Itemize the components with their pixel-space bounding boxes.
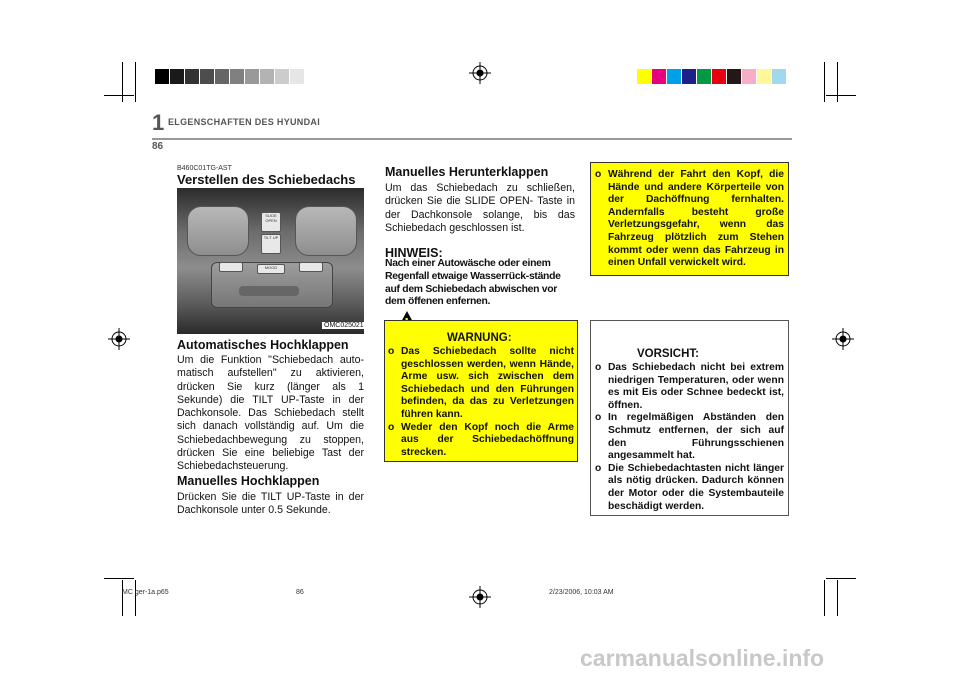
- footer-file: MC ger-1a.p65: [122, 589, 169, 596]
- registration-mark-icon: [469, 62, 491, 84]
- crop-mark: [824, 62, 825, 102]
- color-swatch: [682, 69, 696, 84]
- section-title: Verstellen des Schiebedachs: [177, 172, 356, 187]
- crop-mark: [135, 580, 136, 616]
- color-swatch: [757, 69, 771, 84]
- caution-item: o In regelmäßigen Abständen den Schmutz entfernen, der sich auf den Führungsschienen angesammelt hat.: [595, 412, 784, 462]
- registration-mark-icon: [832, 328, 854, 350]
- gray-swatch: [290, 69, 304, 84]
- warning-box: [384, 320, 578, 462]
- color-swatch: [637, 69, 651, 84]
- crop-mark: [135, 62, 136, 102]
- section-code: B460C01TG-AST: [177, 165, 232, 172]
- caution-item: o Die Schiebedachtasten nicht länger als nötig drücken. Dadurch können der Motor oder die Systembauteile beschädigt werden.: [595, 463, 784, 513]
- crop-mark: [837, 580, 838, 616]
- footer-date: 2/23/2006, 10:03 AM: [549, 589, 614, 596]
- manual-up-heading: Manuelles Hochklappen: [177, 474, 320, 488]
- hint-text: Nach einer Autowäsche oder einem Regenfall etwaige Wasserrück-stände auf dem Schiebedach abwischen vor dem öffenen enfernen.: [385, 258, 561, 308]
- tilt-up-button: TILT UP: [261, 234, 281, 254]
- registration-mark-icon: [469, 586, 491, 608]
- driving-warning-item: o Während der Fahrt den Kopf, die Hände und andere Körperteile von der Dachöffnung fernhalten. Andernfalls besteht große Verletzungsgefahr, wenn das Fahrzeug plötzlich zum Stehen kommt oder wenn das Fahrzeug in einen Unfall verwickelt wird.: [595, 169, 784, 270]
- sunroof-console-photo: [177, 188, 364, 334]
- chapter-number: 1: [152, 110, 165, 135]
- center-button: MOOD: [257, 264, 285, 274]
- crop-mark: [826, 95, 856, 96]
- gray-swatch: [275, 69, 289, 84]
- manual-down-text: Um das Schiebedach zu schließen, drücken Sie die SLIDE OPEN- Taste in der Dachkonsole solange, bis das Schiebedach geschlossen ist.: [385, 182, 575, 234]
- gray-swatch: [245, 69, 259, 84]
- color-swatch: [697, 69, 711, 84]
- gray-swatch: [200, 69, 214, 84]
- warning-title: WARNUNG:: [447, 332, 512, 344]
- caution-item: o Das Schiebedach nicht bei extrem niedrigen Temperaturen, oder wenn es mit Eis oder Schnee bedeckt ist, öffnen.: [595, 362, 784, 412]
- color-swatch: [712, 69, 726, 84]
- gray-swatch: [170, 69, 184, 84]
- color-swatch: [667, 69, 681, 84]
- crop-mark: [104, 578, 134, 579]
- auto-tilt-heading: Automatisches Hochklappen: [177, 338, 349, 352]
- gray-swatch: [260, 69, 274, 84]
- manual-down-heading: Manuelles Herunterklappen: [385, 165, 549, 179]
- driving-warning-list: [595, 169, 784, 270]
- footer-page: 86: [296, 589, 304, 596]
- registration-mark-icon: [108, 328, 130, 350]
- gray-swatch: [230, 69, 244, 84]
- crop-mark: [122, 62, 123, 102]
- hint-heading: HINWEIS:: [385, 246, 443, 260]
- caution-title: VORSICHT:: [637, 348, 699, 360]
- gray-swatch: [155, 69, 169, 84]
- crop-mark: [122, 580, 123, 616]
- warning-item: o Das Schiebedach sollte nicht geschlossen werden, wenn Hände, Arme usw. sich zwischen dem Schiebedach und den Führungen befinden, da das zu Verletzungen führen kann.: [388, 346, 574, 422]
- page-number: 86: [152, 141, 164, 152]
- color-swatch: [727, 69, 741, 84]
- chapter-title: ELGENSCHAFTEN DES HYUNDAI: [168, 117, 321, 127]
- photo-code: OMC025021: [324, 322, 364, 329]
- crop-mark: [837, 62, 838, 102]
- caution-box: [590, 320, 789, 516]
- auto-tilt-text: Um die Funktion "Schiebedach auto-matisch aufstellen" zu aktivieren, drücken Sie kurz (länger als 1 Sekunde) die TILT UP-Taste in der Dachkonsole. Das Schiebedach stellt sich danach vollständig auf. Um die Schiebedachbewegung zu stoppen, drücken Sie eine beliebige Tast der Schiebedachsteuerung.: [177, 354, 364, 473]
- gray-swatch: [185, 69, 199, 84]
- color-swatch: [772, 69, 786, 84]
- driving-warning-box: [590, 162, 789, 276]
- manual-up-text: Drücken Sie die TILT UP-Taste in der Dachkonsole unter 0.5 Sekunde.: [177, 491, 364, 517]
- slide-open-button: SLIDE OPEN: [261, 212, 281, 232]
- gray-swatch: [215, 69, 229, 84]
- caution-list: [595, 362, 784, 513]
- color-swatch: [742, 69, 756, 84]
- crop-mark: [824, 580, 825, 616]
- crop-mark: [826, 578, 856, 579]
- color-swatch: [652, 69, 666, 84]
- crop-mark: [104, 95, 134, 96]
- warning-item: o Weder den Kopf noch die Arme aus der Schiebedachöffnung strecken.: [388, 422, 574, 460]
- warning-list: [388, 346, 574, 459]
- watermark: carmanualsonline.info: [580, 645, 825, 671]
- header-divider: [152, 138, 792, 140]
